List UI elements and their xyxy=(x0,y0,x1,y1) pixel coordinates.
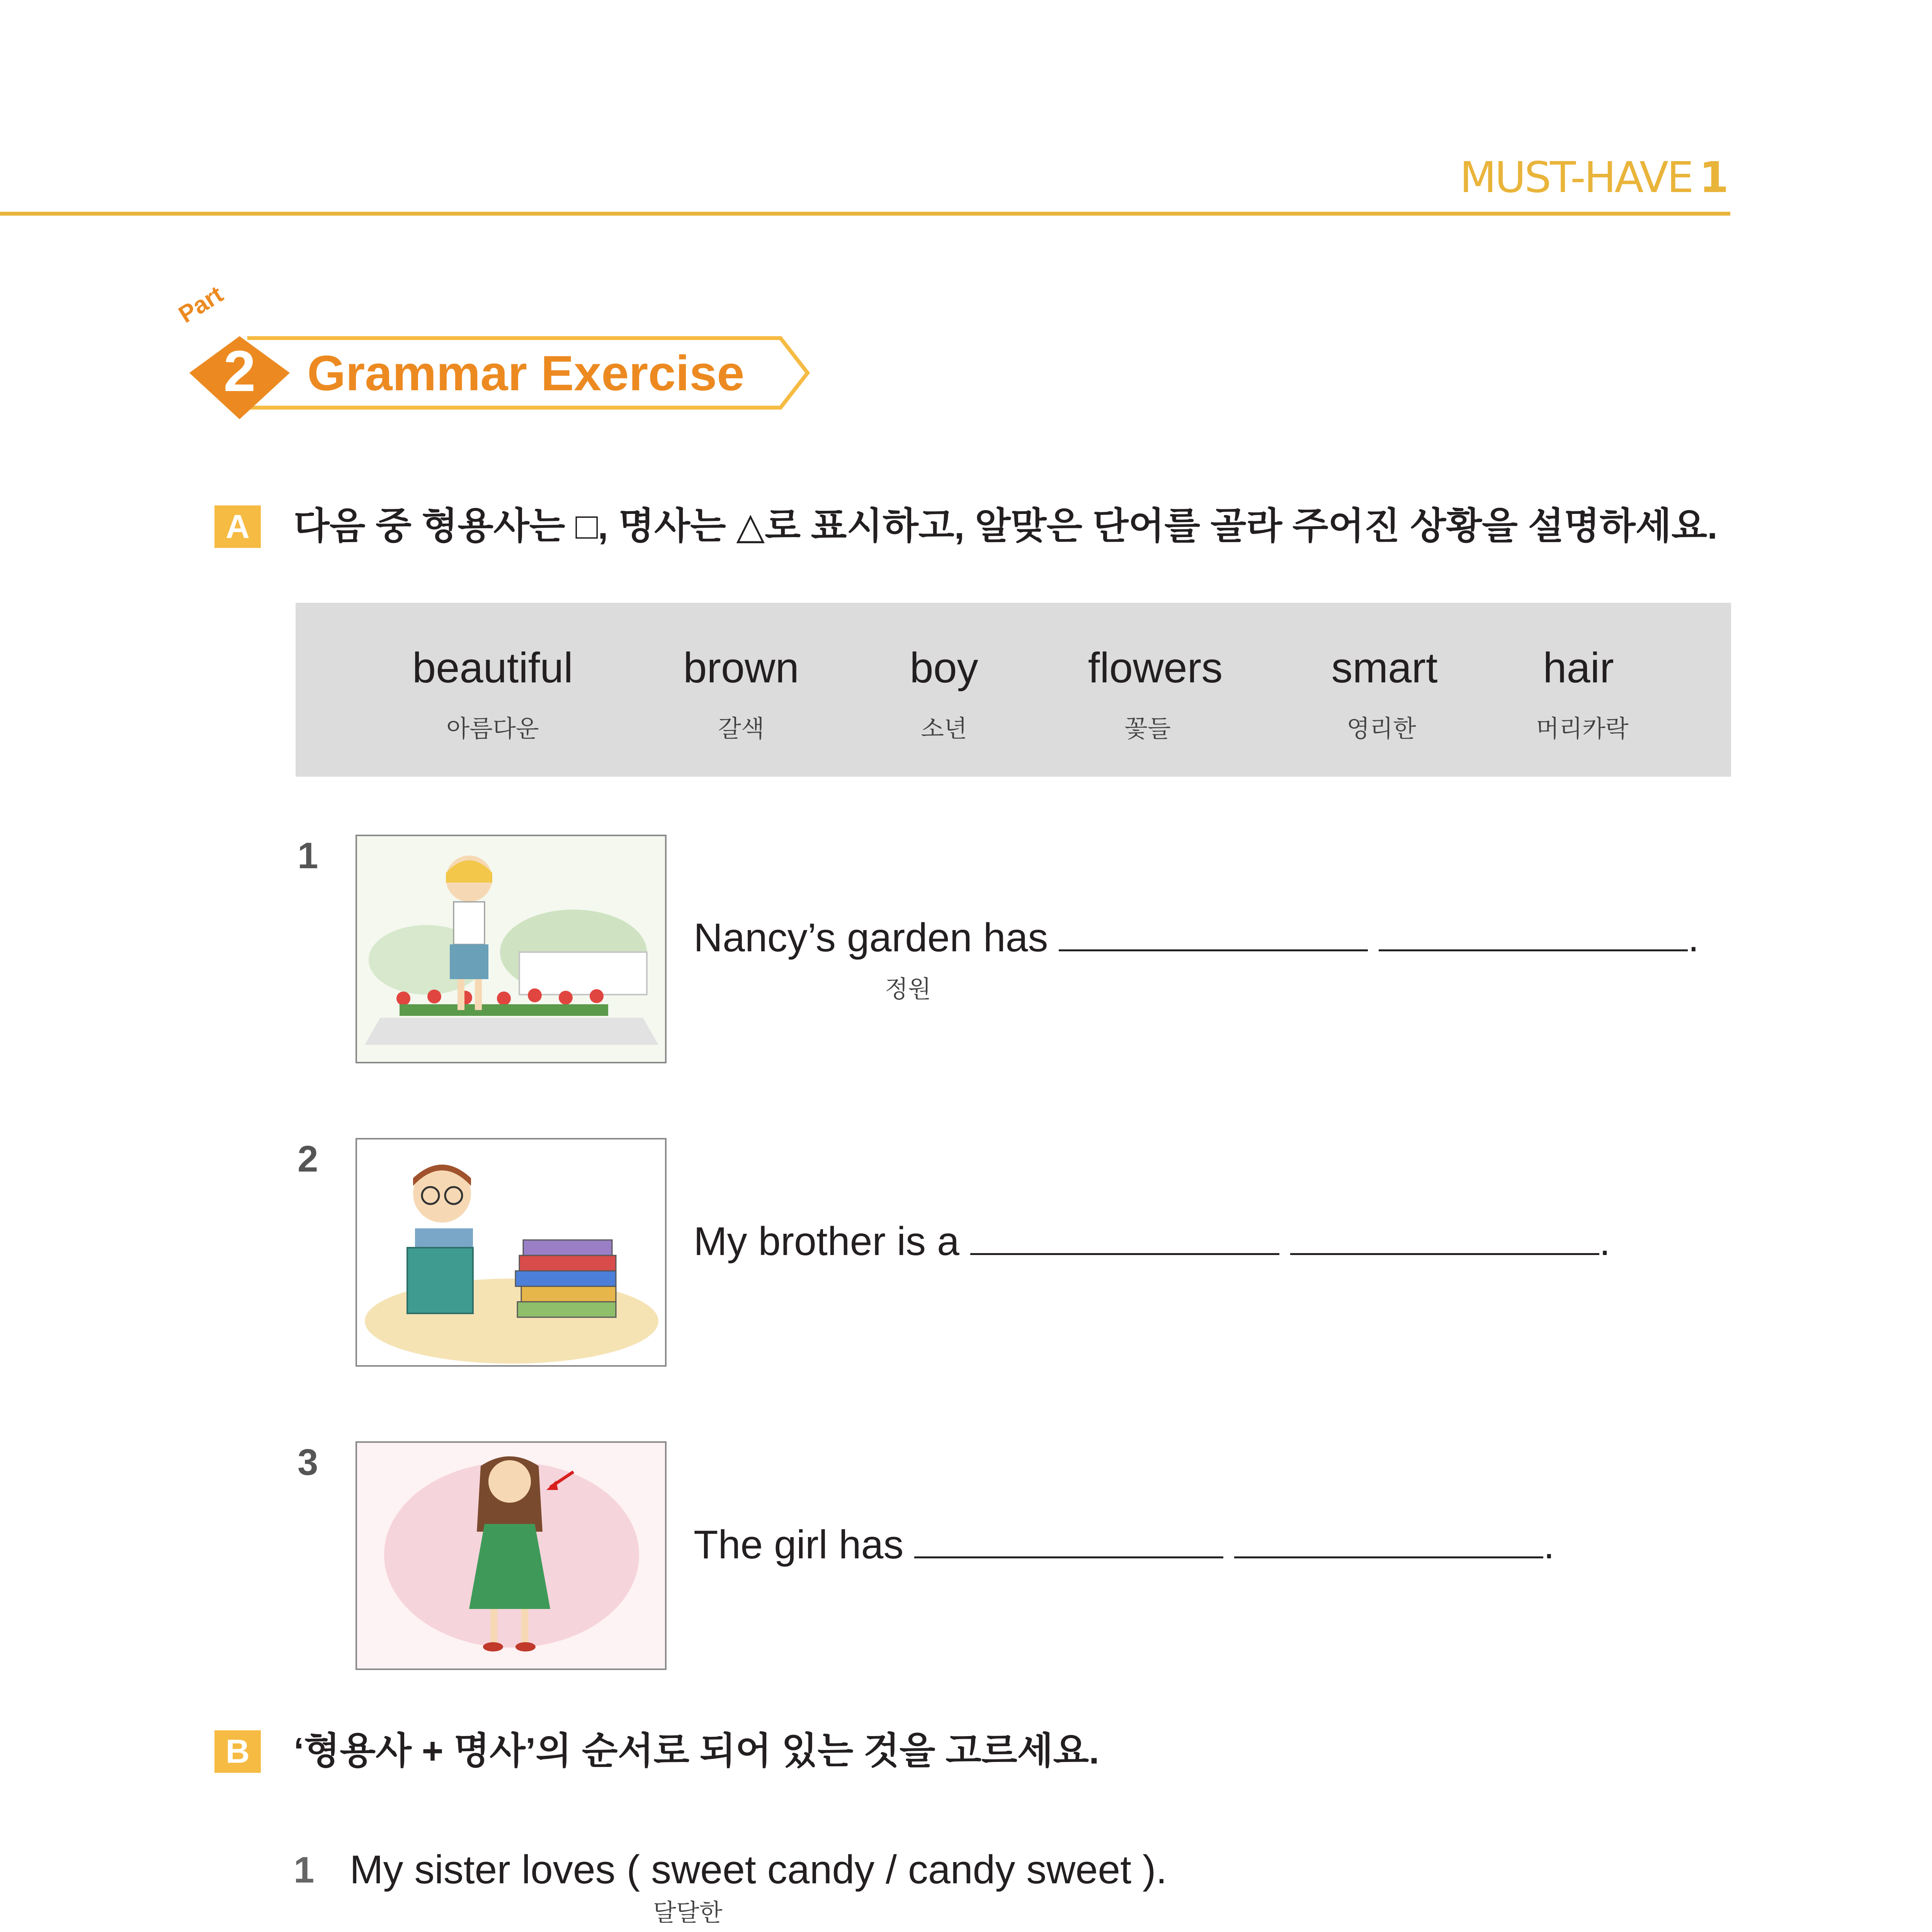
answer-blank[interactable] xyxy=(914,1522,1223,1558)
choice-sentence: My sister loves ( sweet candy / candy sweet ). xyxy=(350,1847,1167,1892)
garden-illustration xyxy=(355,835,667,1063)
word-bank-word: smart xyxy=(1331,644,1438,692)
word-bank-meaning: 소년 xyxy=(921,716,967,742)
sentence-end: . xyxy=(1688,915,1699,960)
gloss: 정원 xyxy=(885,976,931,1003)
section-b-badge: B xyxy=(214,1730,261,1773)
gloss: 달달한 xyxy=(653,1900,723,1926)
sentence-text: Nancy’s garden has xyxy=(694,915,1048,960)
section-b-instruction: ‘형용사 + 명사’의 순서로 되어 있는 것을 고르세요. xyxy=(294,1730,1099,1772)
sentence-text: My brother is a xyxy=(694,1219,959,1264)
answer-blank[interactable] xyxy=(1234,1522,1543,1558)
garden-drawing xyxy=(357,836,665,1062)
question-number: 1 xyxy=(294,1849,315,1891)
header-rule xyxy=(0,212,1730,216)
question-number: 3 xyxy=(298,1442,318,1483)
part-title: Grammar Exercise xyxy=(307,346,745,401)
boy-reading-illustration xyxy=(355,1138,667,1367)
part-number: 2 xyxy=(223,338,256,403)
sentence-2 xyxy=(694,1216,1611,1267)
word-bank-meaning: 아름다운 xyxy=(446,716,539,742)
section-a-badge: A xyxy=(214,505,261,548)
sentence-3 xyxy=(694,1520,1554,1570)
sentence-end: . xyxy=(1599,1219,1611,1264)
sentence-text: The girl has xyxy=(694,1522,904,1567)
question-number: 2 xyxy=(298,1138,318,1180)
word-bank-meaning: 꽃들 xyxy=(1124,716,1171,742)
header-title-number: 1 xyxy=(1699,153,1727,202)
answer-blank[interactable] xyxy=(1290,1218,1599,1255)
girl-drawing xyxy=(357,1443,665,1668)
section-a-instruction: 다음 중 형용사는 □, 명사는 △로 표시하고, 알맞은 단어를 골라 주어진 상황을 설명하세요. xyxy=(294,505,1718,547)
header-title xyxy=(1449,153,1727,202)
sentence-end: . xyxy=(1543,1522,1555,1567)
answer-blank[interactable] xyxy=(1379,915,1688,951)
header-title-text: MUST-HAVE xyxy=(1459,153,1692,202)
word-bank-word: flowers xyxy=(1088,644,1223,692)
part-label: Part xyxy=(174,281,228,328)
word-bank-meaning: 영리한 xyxy=(1347,716,1416,742)
girl-illustration xyxy=(355,1441,667,1670)
boy-drawing xyxy=(357,1139,665,1365)
answer-blank[interactable] xyxy=(1059,915,1368,951)
word-bank-meaning: 갈색 xyxy=(718,716,764,742)
sentence-1 xyxy=(694,913,1699,963)
word-bank-meaning: 머리카락 xyxy=(1536,716,1629,742)
word-bank-word: boy xyxy=(910,644,978,692)
word-bank-word: hair xyxy=(1543,644,1614,692)
answer-blank[interactable] xyxy=(970,1218,1279,1255)
question-number: 1 xyxy=(298,835,318,876)
word-bank-word: brown xyxy=(683,644,799,692)
word-bank-word: beautiful xyxy=(412,644,573,692)
